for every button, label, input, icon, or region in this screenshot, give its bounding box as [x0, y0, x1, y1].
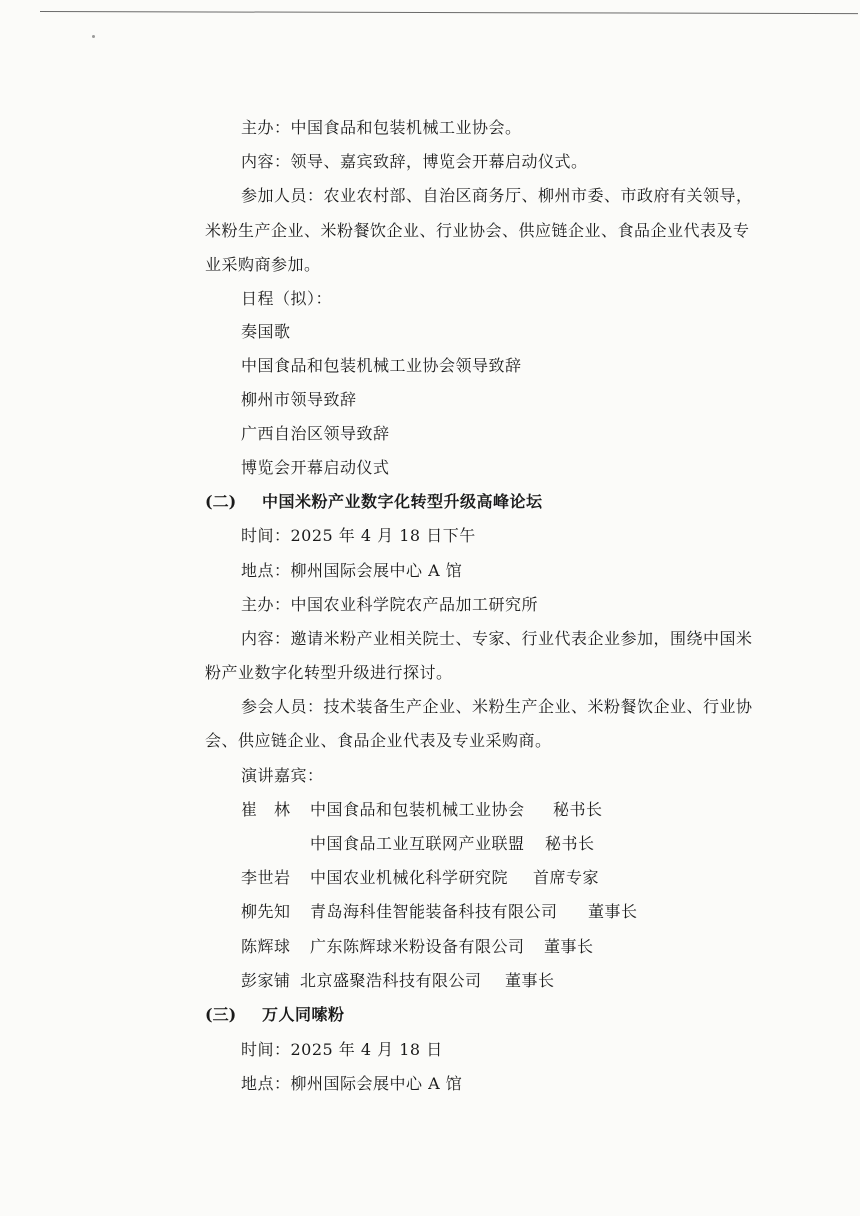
speaker-name: 柳先知: [241, 902, 291, 921]
section3-title: 万人同嗦粉: [262, 1005, 345, 1024]
speaker-title: 秘书长: [553, 800, 603, 819]
section2-number: (二): [205, 492, 237, 511]
speaker-title: 董事长: [505, 971, 555, 990]
speaker-title: 董事长: [588, 902, 638, 921]
section3-number: (三): [205, 1005, 237, 1024]
speaker-title: 董事长: [544, 937, 594, 956]
speaker-name: 李世岩: [241, 868, 291, 887]
section1-participants-line3: 业采购商参加。: [205, 255, 321, 274]
speaker-title: 首席专家: [533, 868, 600, 887]
section2-content-line2: 粉产业数字化转型升级进行探讨。: [205, 663, 453, 682]
section2-content-line1: 内容：邀请米粉产业相关院士、专家、行业代表企业参加，围绕中国米: [241, 629, 753, 648]
section2-participants-line2: 会、供应链企业、食品企业代表及专业采购商。: [205, 731, 552, 750]
speaker-org: 中国食品工业互联网产业联盟: [310, 834, 525, 853]
speaker-name: 崔 林: [241, 800, 291, 819]
speaker-org: 广东陈辉球米粉设备有限公司: [310, 937, 525, 956]
schedule-label: 日程（拟）：: [241, 289, 333, 308]
schedule-item: 奏国歌: [241, 322, 291, 341]
section3-time: 时间：2025 年 4 月 18 日: [241, 1040, 443, 1059]
section2-host: 主办：中国农业科学院农产品加工研究所: [241, 595, 539, 614]
speaker-org: 中国食品和包装机械工业协会: [310, 800, 525, 819]
schedule-item: 广西自治区领导致辞: [241, 424, 390, 443]
section1-participants-line2: 米粉生产企业、米粉餐饮企业、行业协会、供应链企业、食品企业代表及专: [205, 221, 750, 240]
section1-participants-line1: 参加人员：农业农村部、自治区商务厅、柳州市委、市政府有关领导，: [241, 186, 753, 205]
section1-host: 主办：中国食品和包装机械工业协会。: [241, 118, 522, 137]
speaker-org: 青岛海科佳智能装备科技有限公司: [310, 902, 558, 921]
speaker-name: 彭家铺: [241, 971, 291, 990]
speaker-org: 中国农业机械化科学研究院: [310, 868, 509, 887]
speaker-org: 北京盛聚浩科技有限公司: [300, 971, 482, 990]
section2-place: 地点：柳州国际会展中心 A 馆: [241, 561, 463, 580]
speakers-label: 演讲嘉宾：: [241, 766, 324, 785]
section1-content: 内容：领导、嘉宾致辞，博览会开幕启动仪式。: [241, 152, 588, 171]
section3-place: 地点：柳州国际会展中心 A 馆: [241, 1074, 463, 1093]
section2-time: 时间：2025 年 4 月 18 日下午: [241, 526, 476, 545]
section2-participants-line1: 参会人员：技术装备生产企业、米粉生产企业、米粉餐饮企业、行业协: [241, 697, 753, 716]
schedule-item: 博览会开幕启动仪式: [241, 458, 390, 477]
section2-title: 中国米粉产业数字化转型升级高峰论坛: [262, 492, 543, 511]
speaker-name: 陈辉球: [241, 937, 291, 956]
speaker-title: 秘书长: [545, 834, 595, 853]
schedule-item: 中国食品和包装机械工业协会领导致辞: [241, 356, 522, 375]
schedule-item: 柳州市领导致辞: [241, 390, 357, 409]
